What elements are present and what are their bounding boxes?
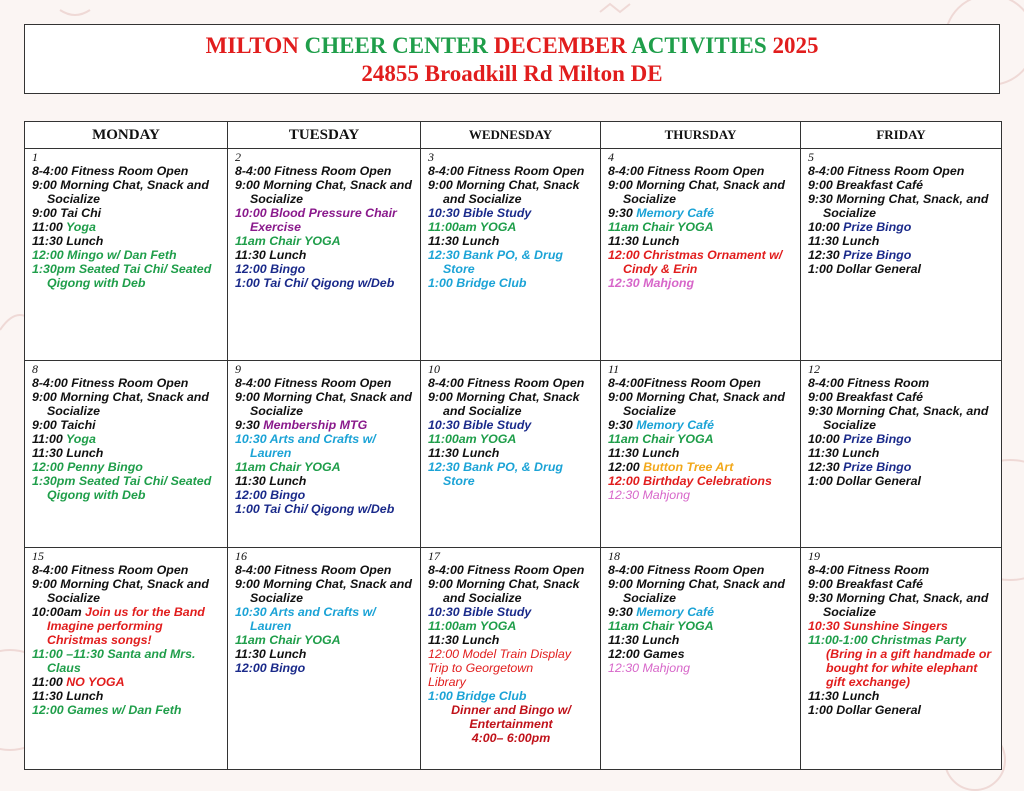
event-text: 1:30pm Seated Tai Chi/ Seated Qigong with Deb — [32, 474, 212, 502]
event-line — [235, 460, 414, 474]
event-line — [235, 234, 414, 248]
event-line — [32, 605, 221, 647]
event-line — [235, 432, 414, 460]
event-text: 9:30 — [608, 605, 637, 619]
event-line — [608, 563, 794, 577]
event-text: 8-4:00 Fitness Room Open — [32, 376, 189, 390]
day-cell — [25, 361, 228, 548]
event-line — [32, 390, 221, 418]
event-text: 12:00 Bingo — [235, 262, 306, 276]
event-text: 12:30 Mahjong — [608, 661, 690, 675]
event-text: 9:30 — [608, 418, 637, 432]
event-line — [428, 731, 594, 745]
event-text: 11am Chair YOGA — [235, 234, 341, 248]
event-line — [428, 432, 594, 446]
event-line — [32, 432, 221, 446]
event-text: 9:00 Morning Chat, Snack and Socialize — [32, 390, 209, 418]
event-line — [808, 563, 995, 577]
event-text: 11:00 — [32, 432, 66, 446]
event-line — [808, 164, 995, 178]
event-text: 11:00am YOGA — [428, 220, 517, 234]
event-line — [32, 248, 221, 262]
event-line — [808, 178, 995, 192]
event-line — [808, 591, 995, 619]
event-line — [32, 376, 221, 390]
event-line — [608, 220, 794, 234]
event-text: 12:00 Bingo — [235, 488, 306, 502]
weekday-wednesday: WEDNESDAY — [421, 122, 601, 149]
event-line — [808, 577, 995, 591]
event-line — [32, 647, 221, 675]
event-text: 9:00 Morning Chat, Snack and Socialize — [32, 178, 209, 206]
event-line — [608, 633, 794, 647]
event-text: 11:30 Lunch — [235, 248, 307, 262]
event-line — [808, 619, 995, 633]
event-line — [32, 577, 221, 605]
calendar-grid — [24, 121, 1002, 770]
event-text: 11:30 Lunch — [235, 647, 307, 661]
event-line — [608, 488, 794, 502]
event-text: 11:00 — [32, 675, 67, 689]
event-line — [608, 432, 794, 446]
event-text: 10:00am — [32, 605, 86, 619]
day-cell — [421, 548, 601, 770]
event-text: Yoga — [66, 220, 96, 234]
event-text: 9:00 Morning Chat, Snack and Socialize — [428, 178, 580, 206]
event-line — [235, 647, 414, 661]
event-text: 11:30 Lunch — [32, 689, 104, 703]
week-row — [25, 361, 1002, 548]
weekday-header-row — [25, 122, 1002, 149]
day-cell — [421, 361, 601, 548]
event-line — [235, 164, 414, 178]
event-line — [608, 418, 794, 432]
event-text: 12:00 Bingo — [235, 661, 306, 675]
event-text: Yoga — [66, 432, 96, 446]
event-line — [608, 474, 794, 488]
event-text: 9:00 Morning Chat, Snack and Socialize — [235, 178, 412, 206]
event-line — [428, 460, 594, 488]
event-text: 1:00 Tai Chi/ Qigong w/Deb — [235, 276, 395, 290]
event-line — [235, 376, 414, 390]
day-cell — [25, 548, 228, 770]
event-text: 9:30 Morning Chat, Snack, and Socialize — [808, 404, 989, 432]
event-line — [235, 577, 414, 605]
calendar-title — [25, 32, 999, 60]
day-cell — [228, 548, 421, 770]
day-number: 17 — [428, 549, 440, 563]
event-line — [235, 178, 414, 206]
event-text: 9:00 Breakfast Café — [808, 577, 924, 591]
event-text: 10:30 Sunshine Singers — [808, 619, 948, 633]
event-text: 12:30 Bank PO, & Drug Store — [428, 248, 563, 276]
day-cell — [601, 361, 801, 548]
event-line — [428, 577, 594, 605]
event-line — [32, 418, 221, 432]
event-text: 10:30 Arts and Crafts w/ Lauren — [235, 605, 376, 633]
event-text: 1:00 Dollar General — [808, 703, 921, 717]
event-text: 8-4:00 Fitness Room Open — [235, 563, 392, 577]
event-line — [608, 376, 794, 390]
day-cell — [228, 361, 421, 548]
event-text: 9:00 Morning Chat, Snack and Socialize — [235, 390, 412, 418]
title-word-activities: ACTIVITIES — [631, 33, 767, 58]
day-cell — [421, 149, 601, 361]
address: 24855 Broadkill Rd Milton DE — [361, 61, 663, 86]
event-text: 11:00am YOGA — [428, 619, 517, 633]
event-line — [428, 633, 594, 647]
event-line — [808, 633, 995, 647]
event-text: 8-4:00Fitness Room Open — [608, 376, 761, 390]
event-text: 1:00 Tai Chi/ Qigong w/Deb — [235, 502, 395, 516]
event-text: Prize Bingo — [843, 220, 912, 234]
event-text: 10:30 Bible Study — [428, 605, 532, 619]
event-text: 11am Chair YOGA — [608, 619, 714, 633]
event-text: 11:30 Lunch — [32, 234, 104, 248]
event-line — [608, 248, 794, 276]
week-row — [25, 149, 1002, 361]
event-line — [235, 605, 414, 633]
event-line — [32, 689, 221, 703]
event-text: Membership MTG — [263, 418, 368, 432]
day-cell — [601, 149, 801, 361]
day-cell — [801, 149, 1002, 361]
event-line — [428, 563, 594, 577]
event-text: 11:30 Lunch — [235, 474, 307, 488]
event-text: 1:00 Bridge Club — [428, 689, 527, 703]
day-cell — [228, 149, 421, 361]
day-cell — [801, 548, 1002, 770]
day-number: 4 — [608, 150, 614, 164]
event-line — [808, 390, 995, 404]
event-line — [428, 390, 594, 418]
event-text: Prize Bingo — [843, 432, 912, 446]
event-line — [428, 248, 594, 276]
event-text: 12:00 — [608, 460, 644, 474]
event-text: 10:30 Bible Study — [428, 206, 532, 220]
event-line — [608, 619, 794, 633]
day-cell — [25, 149, 228, 361]
event-line — [608, 577, 794, 605]
event-line — [608, 234, 794, 248]
event-text: 8-4:00 Fitness Room — [808, 563, 930, 577]
event-line — [428, 605, 594, 619]
event-text: 9:00 Morning Chat, Snack and Socialize — [608, 577, 785, 605]
event-text: 4:00– 6:00pm — [471, 731, 551, 745]
event-text: 9:30 Morning Chat, Snack, and Socialize — [808, 192, 989, 220]
event-text: 9:00 Morning Chat, Snack and Socialize — [32, 577, 209, 605]
event-line — [32, 178, 221, 206]
event-line — [428, 418, 594, 432]
event-line — [428, 164, 594, 178]
event-line — [235, 661, 414, 675]
title-word-december: DECEMBER — [493, 33, 627, 58]
event-line — [428, 376, 594, 390]
event-text: 11:30 Lunch — [428, 446, 500, 460]
event-text: 11:30 Lunch — [608, 633, 680, 647]
day-number: 8 — [32, 362, 38, 376]
event-text: 9:00 Taichi — [32, 418, 96, 432]
day-cell — [801, 361, 1002, 548]
event-text: (Bring in a gift handmade or bought for white elephant gift exchange) — [826, 647, 992, 689]
event-text: 12:30 Mahjong — [608, 488, 690, 502]
event-line — [808, 460, 995, 474]
event-text: Memory Café — [636, 206, 715, 220]
event-line — [808, 446, 995, 460]
event-text: 12:30 — [808, 460, 844, 474]
event-text: 9:00 Morning Chat, Snack and Socialize — [428, 577, 580, 605]
day-number: 2 — [235, 150, 241, 164]
event-line — [428, 234, 594, 248]
event-text: 9:30 — [235, 418, 264, 432]
event-line — [608, 390, 794, 418]
event-text: 10:00 — [808, 220, 844, 234]
event-text: 8-4:00 Fitness Room Open — [235, 164, 392, 178]
event-text: 8-4:00 Fitness Room Open — [428, 164, 585, 178]
event-text: Dinner and Bingo w/ Entertainment — [451, 703, 571, 731]
day-number: 3 — [428, 150, 434, 164]
day-number: 9 — [235, 362, 241, 376]
event-line — [32, 703, 221, 717]
day-number: 5 — [808, 150, 814, 164]
event-text: Join us for the Band Imagine performing Christmas songs! — [47, 605, 205, 647]
event-line — [808, 220, 995, 234]
event-text: 12:00 Birthday Celebrations — [608, 474, 772, 488]
event-line — [608, 446, 794, 460]
event-text: 11:30 Lunch — [608, 234, 680, 248]
event-text: 10:30 Arts and Crafts w/ Lauren — [235, 432, 376, 460]
event-line — [428, 619, 594, 633]
event-text: 12:00 Model Train Display — [428, 647, 572, 661]
event-text: 10:30 Bible Study — [428, 418, 532, 432]
event-text: Prize Bingo — [843, 460, 912, 474]
event-text: Button Tree Art — [643, 460, 734, 474]
event-text: 12:00 Mingo w/ Dan Feth — [32, 248, 177, 262]
event-text: 8-4:00 Fitness Room Open — [32, 563, 189, 577]
event-line — [608, 206, 794, 220]
event-line — [808, 474, 995, 488]
event-line — [32, 220, 221, 234]
event-text: 11am Chair YOGA — [608, 432, 714, 446]
day-number: 16 — [235, 549, 247, 563]
event-line — [428, 220, 594, 234]
event-text: 8-4:00 Fitness Room — [808, 376, 930, 390]
weekday-thursday: THURSDAY — [601, 122, 801, 149]
event-line — [428, 446, 594, 460]
event-text: 12:00 Penny Bingo — [32, 460, 143, 474]
event-line — [32, 206, 221, 220]
event-line — [608, 178, 794, 206]
event-text: 12:00 Games — [608, 647, 685, 661]
day-cell — [601, 548, 801, 770]
event-line — [428, 206, 594, 220]
event-line — [808, 432, 995, 446]
event-line — [808, 262, 995, 276]
calendar-header — [24, 24, 1000, 94]
event-line — [428, 647, 594, 661]
event-line — [428, 703, 594, 731]
event-text: 9:00 Tai Chi — [32, 206, 102, 220]
weekday-monday: MONDAY — [25, 122, 228, 149]
event-line — [235, 488, 414, 502]
event-line — [235, 502, 414, 516]
event-line — [428, 689, 594, 703]
day-number: 18 — [608, 549, 620, 563]
title-word-year: 2025 — [772, 33, 819, 58]
event-line — [32, 474, 221, 502]
event-text: 9:00 Morning Chat, Snack and Socialize — [608, 390, 785, 418]
week-row — [25, 548, 1002, 770]
event-line — [235, 262, 414, 276]
event-text: 11:30 Lunch — [808, 234, 880, 248]
event-text: 11am Chair YOGA — [235, 633, 341, 647]
event-line — [32, 675, 221, 689]
event-line — [808, 689, 995, 703]
day-number: 1 — [32, 150, 38, 164]
event-line — [235, 248, 414, 262]
event-text: 11:00-1:00 Christmas Party — [808, 633, 967, 647]
event-line — [32, 262, 221, 290]
event-line — [235, 276, 414, 290]
event-text: Library — [428, 675, 466, 689]
day-number: 12 — [808, 362, 820, 376]
event-line — [808, 192, 995, 220]
event-line — [235, 563, 414, 577]
event-text: Memory Café — [636, 605, 715, 619]
event-text: 11am Chair YOGA — [608, 220, 714, 234]
event-text: 11:30 Lunch — [428, 633, 500, 647]
event-line — [32, 446, 221, 460]
event-text: 8-4:00 Fitness Room Open — [428, 563, 585, 577]
event-text: 11:30 Lunch — [608, 446, 680, 460]
event-text: 9:00 Breakfast Café — [808, 178, 924, 192]
event-text: Memory Café — [636, 418, 715, 432]
event-line — [32, 164, 221, 178]
event-line — [808, 248, 995, 262]
event-text: 1:00 Dollar General — [808, 474, 921, 488]
event-text: 12:30 — [808, 248, 844, 262]
event-line — [608, 661, 794, 675]
weekday-tuesday: TUESDAY — [228, 122, 421, 149]
event-line — [235, 390, 414, 418]
event-text: 1:00 Dollar General — [808, 262, 921, 276]
event-text: 10:00 — [808, 432, 844, 446]
event-text: Trip to Georgetown — [428, 661, 534, 675]
event-text: 1:30pm Seated Tai Chi/ Seated Qigong with Deb — [32, 262, 212, 290]
event-text: 11:00am YOGA — [428, 432, 517, 446]
event-text: 9:00 Morning Chat, Snack and Socialize — [235, 577, 412, 605]
day-number: 11 — [608, 362, 620, 376]
event-line — [32, 234, 221, 248]
event-line — [808, 376, 995, 390]
event-text: 9:30 Morning Chat, Snack, and Socialize — [808, 591, 989, 619]
event-text: 11:30 Lunch — [32, 446, 104, 460]
event-line — [235, 633, 414, 647]
event-line — [32, 563, 221, 577]
event-line — [428, 661, 594, 675]
event-line — [428, 178, 594, 206]
event-text: 9:00 Breakfast Café — [808, 390, 924, 404]
event-text: 11:30 Lunch — [808, 689, 880, 703]
event-text: 9:30 — [608, 206, 637, 220]
event-text: 11am Chair YOGA — [235, 460, 341, 474]
event-line — [608, 605, 794, 619]
event-text: 8-4:00 Fitness Room Open — [32, 164, 189, 178]
event-line — [608, 164, 794, 178]
event-text: 1:00 Bridge Club — [428, 276, 527, 290]
event-text: 9:00 Morning Chat, Snack and Socialize — [428, 390, 580, 418]
event-text: Prize Bingo — [843, 248, 912, 262]
event-text: 12:30 Mahjong — [608, 276, 695, 290]
day-number: 10 — [428, 362, 440, 376]
event-line — [608, 647, 794, 661]
event-text: 10:00 Blood Pressure Chair Exercise — [235, 206, 397, 234]
event-text: 12:30 Bank PO, & Drug Store — [428, 460, 563, 488]
event-text: 11:00 –11:30 Santa and Mrs. Claus — [32, 647, 196, 675]
event-line — [608, 460, 794, 474]
weekday-friday: FRIDAY — [801, 122, 1002, 149]
event-text: 8-4:00 Fitness Room Open — [608, 164, 765, 178]
event-text: NO YOGA — [66, 675, 125, 689]
event-line — [808, 234, 995, 248]
event-line — [428, 675, 594, 689]
event-text: 8-4:00 Fitness Room Open — [428, 376, 585, 390]
event-text: 11:30 Lunch — [808, 446, 880, 460]
event-line — [808, 647, 995, 689]
event-text: 8-4:00 Fitness Room Open — [235, 376, 392, 390]
day-number: 19 — [808, 549, 820, 563]
event-text: 11:30 Lunch — [428, 234, 500, 248]
event-text: 8-4:00 Fitness Room Open — [808, 164, 965, 178]
event-line — [235, 474, 414, 488]
title-word-cheer-center: CHEER CENTER — [304, 33, 489, 58]
day-number: 15 — [32, 549, 44, 563]
event-line — [32, 460, 221, 474]
event-text: 12:00 Christmas Ornament w/ Cindy & Erin — [608, 248, 783, 276]
event-text: 12:00 Games w/ Dan Feth — [32, 703, 182, 717]
event-text: 11:00 — [32, 220, 66, 234]
event-line — [808, 404, 995, 432]
event-line — [808, 703, 995, 717]
event-line — [235, 206, 414, 234]
event-line — [608, 276, 794, 290]
event-line — [428, 276, 594, 290]
event-text: 8-4:00 Fitness Room Open — [608, 563, 765, 577]
event-line — [235, 418, 414, 432]
event-text: 9:00 Morning Chat, Snack and Socialize — [608, 178, 785, 206]
title-word-milton: MILTON — [205, 33, 299, 58]
